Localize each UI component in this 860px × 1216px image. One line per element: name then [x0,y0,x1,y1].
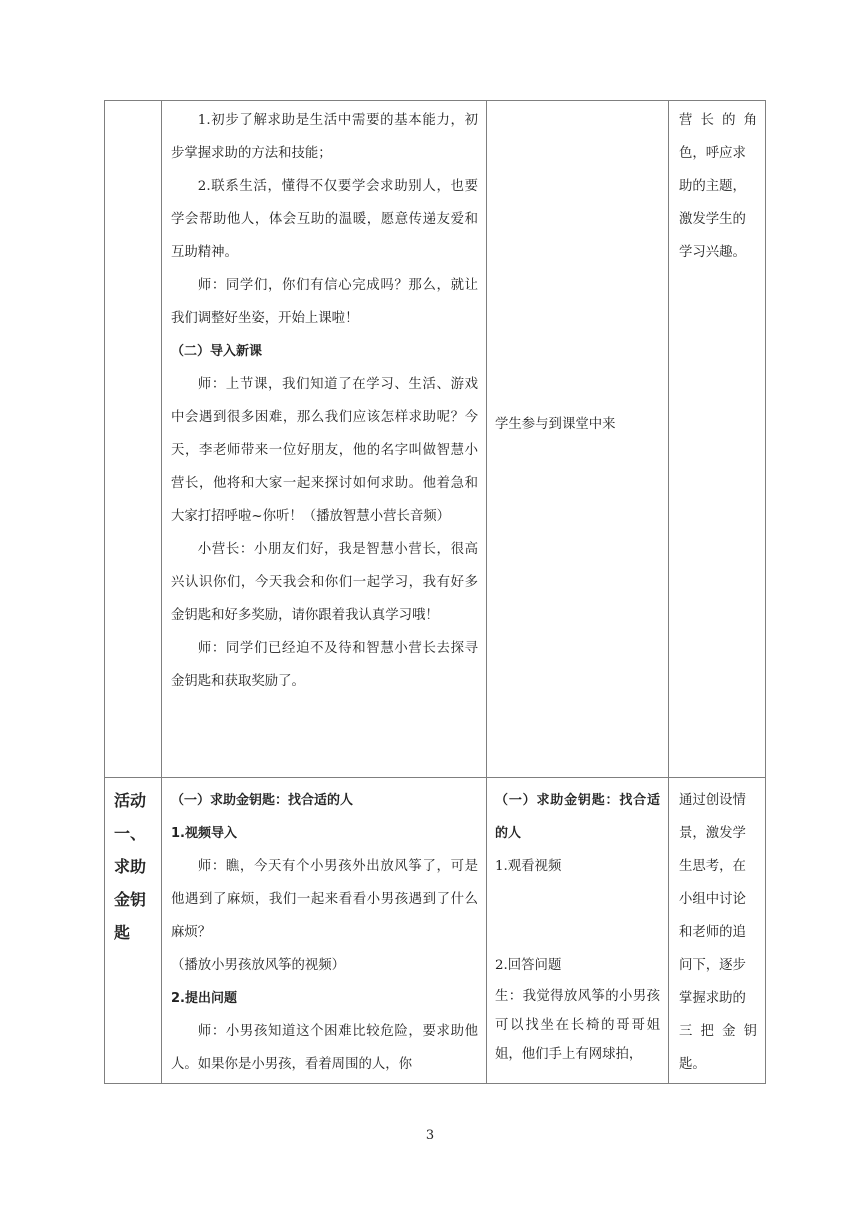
table-border-right [765,100,766,1084]
row-divider [104,777,766,778]
activity-label-line: 活动 [114,791,147,810]
lesson-plan-table [104,100,766,1084]
subheading-video: 1.视频导入 [171,826,237,841]
intent-line: 通过创设情 [679,793,746,808]
activity-label-line: 一、 [114,824,147,843]
intro-paragraph-2: 小营长：小朋友们好，我是智慧小营长，很高兴认识你们，今天我会和你们一起学习，我有好多金钥匙和好多奖励，请你跟着我认真学习哦！ [171,542,478,623]
student-item-answer: 2.回答问题 [495,958,562,973]
activity-label-line: 求助 [114,857,147,876]
intent-line: 生思考，在 [679,859,746,874]
row1-design-intent [679,104,757,269]
table-border-top [104,100,766,101]
video-paragraph: 师：瞧，今天有个小男孩外出放风筝了，可是他遇到了麻烦，我们一起来看看小男孩遇到了什么麻烦？ [171,859,478,940]
intent-line: 营长的角 [679,113,757,128]
teacher-prompt: 师：同学们，你们有信心完成吗？那么，就让我们调整好坐姿，开始上课啦！ [171,278,478,326]
intro-paragraph-1: 师：上节课，我们知道了在学习、生活、游戏中会遇到很多困难，那么我们应该怎样求助呢？今天，李老师带来一位好朋友，他的名字叫做智慧小营长，他将和大家一起来探讨如何求助。他着急和大家打招呼啦~你听！（播放智慧小营长音频） [171,377,478,524]
column-divider-2 [486,100,487,1084]
intent-line: 学习兴趣。 [679,245,746,260]
activity-label-line: 匙 [114,923,131,942]
activity-heading: （一）求助金钥匙：找合适的人 [171,793,354,808]
student-answer-text: 生：我觉得放风筝的小男孩可以找坐在长椅的哥哥姐姐，他们手上有网球拍， [495,989,660,1062]
column-divider-3 [668,100,669,1084]
student-activity-text: 学生参与到课堂中来 [495,417,616,432]
intent-line: 问下，逐步 [679,958,746,973]
column-divider-1 [161,100,162,1084]
intent-line: 掌握求助的 [679,991,746,1006]
objective-2: 2.联系生活，懂得不仅要学会求助别人，也要学会帮助他人，体会互助的温暖，愿意传递友爱和互助精神。 [171,179,478,260]
table-border-left [104,100,105,1084]
intent-line: 色，呼应求 [679,146,746,161]
intent-line: 和老师的追 [679,925,746,940]
table-border-bottom [104,1083,766,1084]
row2-design-intent [679,784,757,1081]
row1-teacher-content [171,104,478,698]
intent-line: 景，激发学 [679,826,746,841]
row2-student-activity [495,784,660,1069]
subheading-question: 2.提出问题 [171,991,237,1006]
intent-line: 助的主题， [679,179,746,194]
section-heading-intro: （二）导入新课 [171,344,263,359]
page-number: 3 [425,1128,435,1143]
student-item-watch: 1.观看视频 [495,859,562,874]
intent-line: 小组中讨论 [679,892,746,907]
question-paragraph: 师：小男孩知道这个困难比较危险，要求助他人。如果你是小男孩，看着周围的人，你 [171,1024,478,1072]
objective-1: 1.初步了解求助是生活中需要的基本能力，初步掌握求助的方法和技能； [171,113,478,161]
intent-line: 匙。 [679,1057,706,1072]
activity-label-line: 金钥 [114,890,147,909]
intro-paragraph-3: 师：同学们已经迫不及待和智慧小营长去探寻金钥匙和获取奖励了。 [171,641,478,689]
row2-teacher-content [171,784,478,1081]
intent-line: 三把金钥 [679,1024,757,1039]
row2-activity-label [114,784,156,949]
student-heading: （一）求助金钥匙：找合适的人 [495,793,660,841]
intent-line: 激发学生的 [679,212,746,227]
video-note: （播放小男孩放风筝的视频） [171,958,346,973]
row1-student-activity [495,408,660,441]
